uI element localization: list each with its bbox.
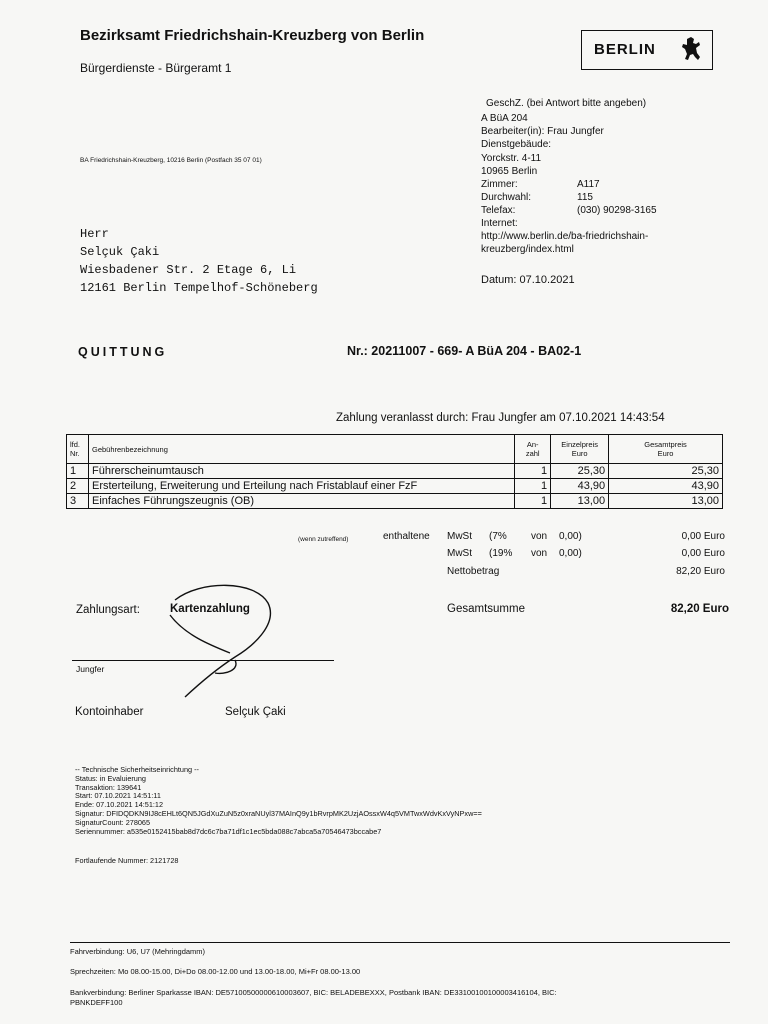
account-holder-name: Selçuk Çaki	[225, 706, 286, 718]
internet-url-line2: kreuzberg/index.html	[481, 244, 574, 255]
header-nr: lfd. Nr.	[67, 435, 89, 464]
payment-method-value: Kartenzahlung	[170, 603, 250, 615]
fax-label: Telefax:	[481, 205, 516, 216]
row-total-price: 13,00	[609, 494, 723, 509]
building-city: 10965 Berlin	[481, 166, 538, 177]
grand-total-value: 82,20 Euro	[670, 603, 729, 615]
security-info-block	[75, 766, 735, 836]
security-start: Start: 07.10.2021 14:51:11	[75, 791, 161, 801]
security-signature-count: SignaturCount: 278065	[75, 817, 151, 827]
sequence-number: Fortlaufende Nummer: 2121728	[75, 856, 179, 865]
fax-value: (030) 90298-3165	[577, 205, 657, 216]
vat1-von: von	[531, 531, 548, 542]
extension-label: Durchwahl:	[481, 192, 532, 203]
vat2-von: von	[531, 548, 548, 559]
footer-bank-details: Bankverbindung: Berliner Sparkasse IBAN: DE57100500000610003607, BIC: BELADEBEXXX, Postbank IBAN: DE33100100100003416104, BIC:	[70, 988, 557, 997]
vat2-base: 0,00)	[559, 548, 582, 559]
footer-transit: Fahrverbindung: U6, U7 (Mehringdamm)	[70, 947, 206, 956]
vat2-label: MwSt	[447, 548, 472, 559]
row-nr: 2	[67, 479, 89, 494]
recipient-street: Wiesbadener Str. 2 Etage 6, Li	[80, 263, 297, 277]
security-signature: Signatur: DFIDQDKN9IJ8cEHLt6QN5JGdXuZuN5z0xraNUyl37MAInQ9y1bRvrpMK2UzjAOssxW4q5VMTwxWdvKxVyNPxw==	[75, 808, 482, 818]
room-label: Zimmer:	[481, 179, 518, 190]
row-unit-price: 13,00	[551, 494, 609, 509]
vat-applicability-note: (wenn zutreffend)	[298, 536, 349, 543]
recipient-salutation: Herr	[80, 227, 109, 241]
berlin-bear-icon	[678, 35, 704, 63]
extension-value: 115	[577, 192, 593, 203]
row-unit-price: 25,30	[551, 464, 609, 479]
berlin-logo	[581, 30, 713, 70]
reference-note: GeschZ. (bei Antwort bitte angeben)	[486, 98, 647, 109]
account-holder-label: Kontoinhaber	[75, 706, 144, 718]
table-row	[67, 464, 723, 479]
payment-method-label: Zahlungsart:	[76, 604, 140, 616]
reference-code: A BüA 204	[481, 113, 528, 124]
row-total-price: 25,30	[609, 464, 723, 479]
vat2-amount: 0,00 Euro	[681, 548, 725, 559]
room-value: A117	[577, 179, 600, 190]
building-label: Dienstgebäude:	[481, 139, 552, 150]
security-serial-number: Seriennummer: a535e0152415bab8d7dc6c7ba71df1c1ec5bda088c7abca5a70546473bccabe7	[75, 826, 382, 836]
row-nr: 1	[67, 464, 89, 479]
receipt-number: Nr.: 20211007 - 669- A BüA 204 - BA02-1	[347, 344, 582, 358]
clerk-line: Bearbeiter(in): Frau Jungfer	[481, 126, 604, 137]
header-description: Gebührenbezeichnung	[88, 435, 514, 464]
vat1-amount: 0,00 Euro	[681, 531, 725, 542]
row-description: Ersterteilung, Erweiterung und Erteilung nach Fristablauf einer FzF	[88, 479, 514, 494]
security-end: Ende: 07.10.2021 14:51:12	[75, 800, 164, 810]
row-quantity: 1	[515, 494, 551, 509]
authority-name: Bezirksamt Friedrichshain-Kreuzberg von Berlin	[80, 27, 425, 44]
table-header-row	[67, 435, 723, 464]
internet-label: Internet:	[481, 218, 518, 229]
header-total-price: Gesamtpreis Euro	[609, 435, 723, 464]
footer-divider	[70, 942, 730, 943]
header-unit-price: Einzelpreis Euro	[551, 435, 609, 464]
vat1-label: MwSt	[447, 531, 472, 542]
table-row	[67, 479, 723, 494]
internet-url-line1: http://www.berlin.de/ba-friedrichshain-	[481, 231, 649, 242]
vat1-base: 0,00)	[559, 531, 582, 542]
building-street: Yorckstr. 4-11	[481, 153, 542, 164]
recipient-address	[80, 225, 318, 297]
vat2-rate: (19%	[489, 548, 513, 559]
logo-text: BERLIN	[594, 41, 656, 58]
row-total-price: 43,90	[609, 479, 723, 494]
clerk-signature-name: Jungfer	[76, 664, 105, 674]
security-heading: -- Technische Sicherheitseinrichtung --	[75, 765, 199, 774]
row-unit-price: 43,90	[551, 479, 609, 494]
security-transaction: Transaktion: 139641	[75, 782, 142, 792]
document-date: Datum: 07.10.2021	[481, 274, 575, 286]
handwritten-signature	[140, 575, 300, 705]
row-nr: 3	[67, 494, 89, 509]
signature-line	[72, 660, 334, 661]
row-quantity: 1	[515, 479, 551, 494]
recipient-name: Selçuk Çaki	[80, 245, 160, 259]
sender-address-line: BA Friedrichshain-Kreuzberg, 10216 Berlin (Postfach 35 07 01)	[80, 157, 262, 164]
net-amount-label: Nettobetrag	[447, 566, 500, 577]
recipient-city: 12161 Berlin Tempelhof-Schöneberg	[80, 281, 318, 295]
vat1-rate: (7%	[489, 531, 507, 542]
row-quantity: 1	[515, 464, 551, 479]
security-status: Status: in Evaluierung	[75, 773, 146, 783]
payment-initiated-by: Zahlung veranlasst durch: Frau Jungfer am 07.10.2021 14:43:54	[336, 412, 665, 424]
vat-included-label: enthaltene	[383, 531, 430, 542]
grand-total-label: Gesamtsumme	[447, 603, 525, 615]
footer-office-hours: Sprechzeiten: Mo 08.00-15.00, Di+Do 08.00-12.00 und 13.00-18.00, Mi+Fr 08.00-13.00	[70, 967, 361, 976]
row-description: Führerscheinumtausch	[88, 464, 514, 479]
department-name: Bürgerdienste - Bürgeramt 1	[80, 61, 232, 75]
header-quantity: An- zahl	[515, 435, 551, 464]
table-row	[67, 494, 723, 509]
row-description: Einfaches Führungszeugnis (OB)	[88, 494, 514, 509]
footer-bank-bic: PBNKDEFF100	[70, 998, 123, 1007]
receipt-title: QUITTUNG	[78, 345, 168, 359]
fee-table	[66, 434, 723, 509]
net-amount-value: 82,20 Euro	[676, 566, 725, 577]
